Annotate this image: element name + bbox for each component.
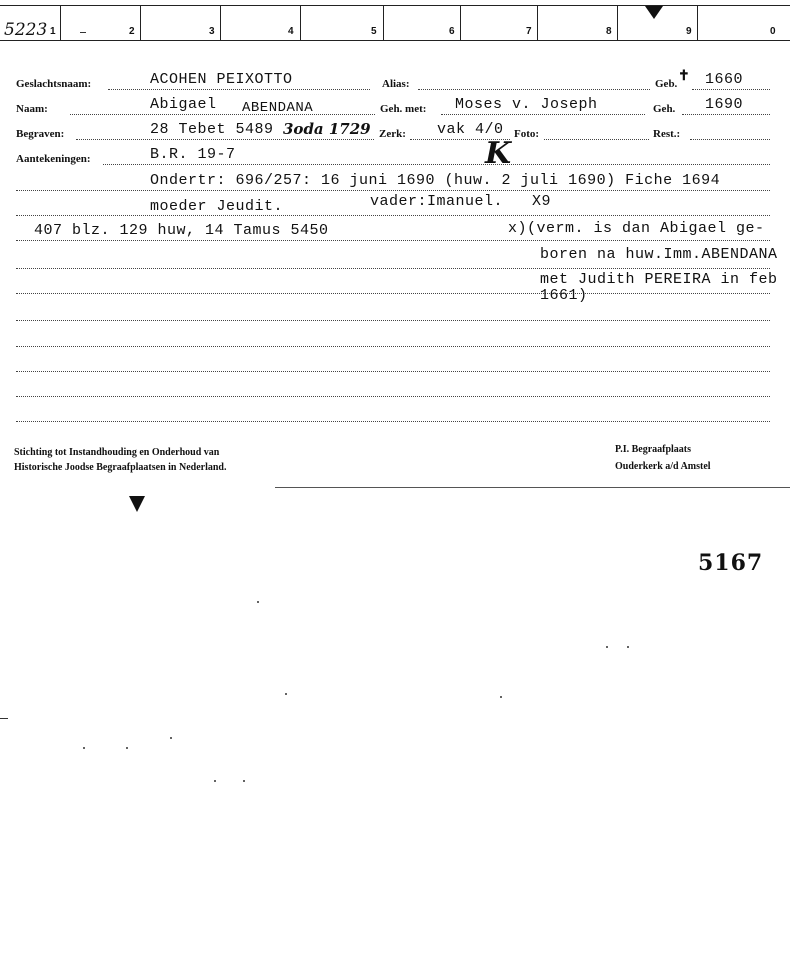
zerk-label: Zerk: [379, 128, 406, 140]
speck [243, 780, 245, 782]
notes-line-2c: X9 [532, 193, 552, 210]
notes-line-4: boren na huw.Imm.ABENDANA [540, 246, 778, 263]
ruler-number-5: 5 [371, 26, 377, 37]
dotted-line [16, 346, 770, 347]
speck [126, 747, 128, 749]
speck [500, 696, 502, 698]
card-id-handwritten: 5223 [4, 20, 48, 40]
ruler-divider [537, 6, 538, 40]
geslachtsnaam-value: ACOHEN PEIXOTTO [150, 71, 293, 88]
geb-mark-icon: ✝ [678, 69, 690, 84]
ruler-number-1: 1 [50, 26, 56, 37]
dotted-line [103, 164, 770, 165]
dotted-line [16, 215, 770, 216]
dotted-line [76, 139, 374, 140]
card-bottom-edge [275, 487, 790, 488]
geh-label: Geh. [653, 103, 676, 115]
naam-first-value: Abigael [150, 96, 217, 113]
naam-label: Naam: [16, 103, 48, 115]
begraven-value: 28 Tebet 5489 [150, 121, 274, 138]
speck [170, 737, 172, 739]
dotted-line [441, 114, 645, 115]
notes-line-1: Ondertr: 696/257: 16 juni 1690 (huw. 2 juli 1690) Fiche 1694 [150, 172, 721, 189]
cemetery-line-1: P.I. Begraafplaats [615, 444, 692, 455]
notes-line-5: met Judith PEREIRA in feb [540, 271, 778, 288]
geh-value: 1690 [705, 96, 744, 113]
aantekeningen-value: B.R. 19-7 [150, 146, 236, 163]
dotted-line [682, 114, 770, 115]
dotted-line [16, 240, 770, 241]
ruler-tick [80, 32, 86, 33]
dotted-line [544, 139, 649, 140]
organization-line-2: Historische Joodse Begraafplaatsen in Nederland. [14, 462, 227, 473]
alias-label: Alias: [382, 78, 410, 90]
speck [627, 646, 629, 648]
ruler-number-2: 2 [129, 26, 135, 37]
geb-label: Geb. [655, 78, 678, 90]
aantekeningen-label: Aantekeningen: [16, 153, 91, 165]
index-marker-bottom [129, 496, 145, 512]
ruler-number-6: 6 [449, 26, 455, 37]
ruler-divider [300, 6, 301, 40]
speck [257, 601, 259, 603]
naam-last-value: ABENDANA [242, 100, 314, 116]
foto-label: Foto: [514, 128, 540, 140]
notes-line-6: 1661) [540, 287, 588, 304]
zerk-value: vak 4/0 [437, 121, 504, 138]
ruler-top-line [0, 5, 790, 6]
notes-line-3a: 407 blz. 129 huw, 14 Tamus 5450 [34, 222, 329, 239]
ruler-number-8: 8 [606, 26, 612, 37]
ruler-divider [697, 6, 698, 40]
dotted-line [16, 190, 770, 191]
organization-line-1: Stichting tot Instandhouding en Onderhoud van [14, 447, 220, 458]
speck [285, 693, 287, 695]
dotted-line [692, 89, 770, 90]
index-marker-top [645, 6, 663, 19]
notes-line-2b: vader:Imanuel. [370, 193, 504, 210]
dotted-line [16, 320, 770, 321]
notes-line-3b: x)(verm. is dan Abigael ge- [508, 220, 765, 237]
cemetery-line-2: Ouderkerk a/d Amstel [615, 461, 711, 472]
ruler-number-9: 9 [686, 26, 692, 37]
dotted-line [16, 268, 770, 269]
ruler-divider [60, 6, 61, 40]
page-number: 5167 [698, 550, 764, 576]
ruler-number-0: 0 [770, 26, 776, 37]
ruler-number-4: 4 [288, 26, 294, 37]
rest-label: Rest.: [653, 128, 681, 140]
speck [83, 747, 85, 749]
dotted-line [16, 371, 770, 372]
dotted-line [108, 89, 370, 90]
ruler-number-7: 7 [526, 26, 532, 37]
dotted-line [418, 89, 650, 90]
ruler-divider [220, 6, 221, 40]
ruler-number-3: 3 [209, 26, 215, 37]
dotted-line [16, 396, 770, 397]
geslachtsnaam-label: Geslachtsnaam: [16, 78, 92, 90]
notes-line-2a: moeder Jeudit. [150, 198, 284, 215]
ruler-divider [617, 6, 618, 40]
begraven-handwritten-value: 3oda 1729 [283, 120, 371, 138]
geh-met-value: Moses v. Joseph [455, 96, 598, 113]
ruler-divider [460, 6, 461, 40]
ruler-divider [140, 6, 141, 40]
ruler-bottom-line [0, 40, 790, 41]
speck [606, 646, 608, 648]
geh-met-label: Geh. met: [380, 103, 427, 115]
geb-value: 1660 [705, 71, 744, 88]
speck [214, 780, 216, 782]
ruler-divider [383, 6, 384, 40]
dotted-line [70, 114, 375, 115]
left-edge-mark [0, 718, 8, 719]
dotted-line [16, 293, 770, 294]
dotted-line [16, 421, 770, 422]
begraven-label: Begraven: [16, 128, 65, 140]
dotted-line [690, 139, 770, 140]
k-mark-handwritten: K [485, 136, 512, 171]
